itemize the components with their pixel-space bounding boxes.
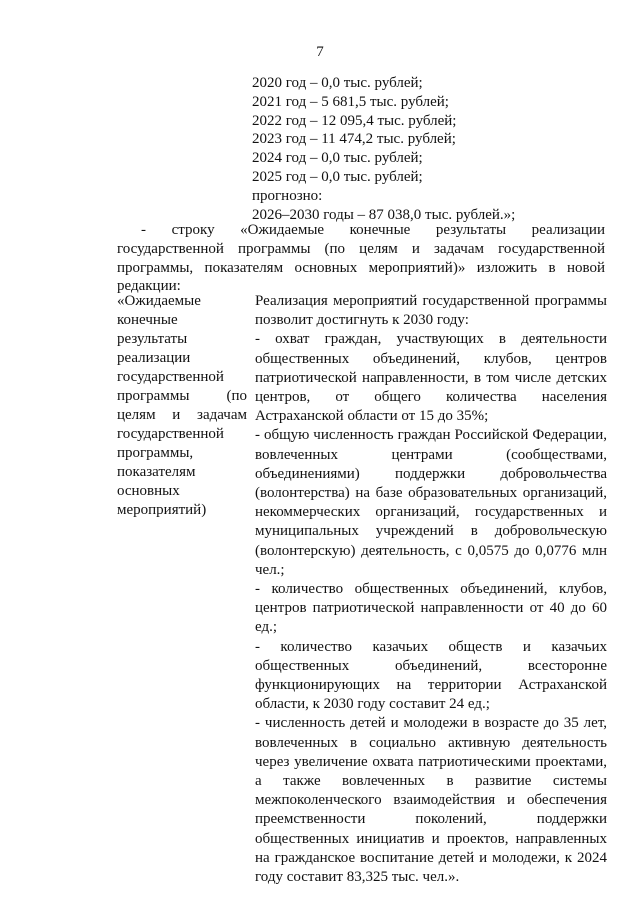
funding-line: прогнозно: — [252, 187, 323, 204]
funding-list — [252, 74, 515, 224]
funding-line: 2023 год – 11 474,2 тыс. рублей; — [252, 131, 456, 148]
instruction-text: - строку «Ожидаемые конечные результаты реализации государственной программы (по целям и задачам государственной программы, показателям основных мероприятий)» изложить в новой редакции: — [117, 222, 605, 295]
content-paragraph: - количество общественных объединений, клубов, центров патриотической направленности от 40 до 60 ед.; — [255, 581, 607, 636]
row-content — [255, 292, 607, 887]
content-paragraph: - количество казачьих обществ и казачьих общественных объединений, всесторонне функционирующих на территории Астраханской области, к 2030 году составит 24 ед.; — [255, 638, 607, 713]
content-paragraph: - численность детей и молодежи в возрасте до 35 лет, вовлеченных в социально активную деятельность через увеличение охвата патриотическими проектами, а также вовлеченных в развитие системы межпоколенческого взаимодействия и обеспечения преемственности поколений, поддержки общественных инициатив и проектов, направленных на гражданское воспитание детей и молодежи, к 2024 году составит 83,325 тыс. чел.». — [255, 715, 607, 886]
funding-line: 2022 год – 12 095,4 тыс. рублей; — [252, 112, 457, 129]
page-number: 7 — [316, 44, 324, 60]
funding-line: 2025 год – 0,0 тыс. рублей; — [252, 168, 423, 185]
funding-line: 2021 год – 5 681,5 тыс. рублей; — [252, 93, 449, 110]
funding-line: 2020 год – 0,0 тыс. рублей; — [252, 75, 423, 91]
content-paragraph: - общую численность граждан Российской Федерации, вовлеченных центрами (сообществами, объединениями) поддержки добровольчества (волонтерства) на базе образовательных организаций, некоммерческих организаций, государственных и муниципальных учреждений в добровольческую (волонтерскую) деятельность, с 0,0575 до 0,0776 млн чел.; — [255, 427, 607, 578]
funding-line: 2024 год – 0,0 тыс. рублей; — [252, 150, 423, 167]
funding-line: 2026–2030 годы – 87 038,0 тыс. рублей.»; — [252, 206, 516, 223]
row-label: «Ожидаемые конечные результаты реализации государственной программы (по целям и задачам государственной программы, показателям основных мероприятий) — [117, 293, 247, 518]
instruction-paragraph — [117, 221, 605, 296]
content-paragraph: Реализация мероприятий государственной программы позволит достигнуть к 2030 году: — [255, 293, 607, 329]
content-paragraph: - охват граждан, участвующих в деятельности общественных объединений, клубов, центров патриотической направленности, в том числе детских центров, от общего количества населения Астраханской области от 15 до 35%; — [255, 331, 607, 425]
